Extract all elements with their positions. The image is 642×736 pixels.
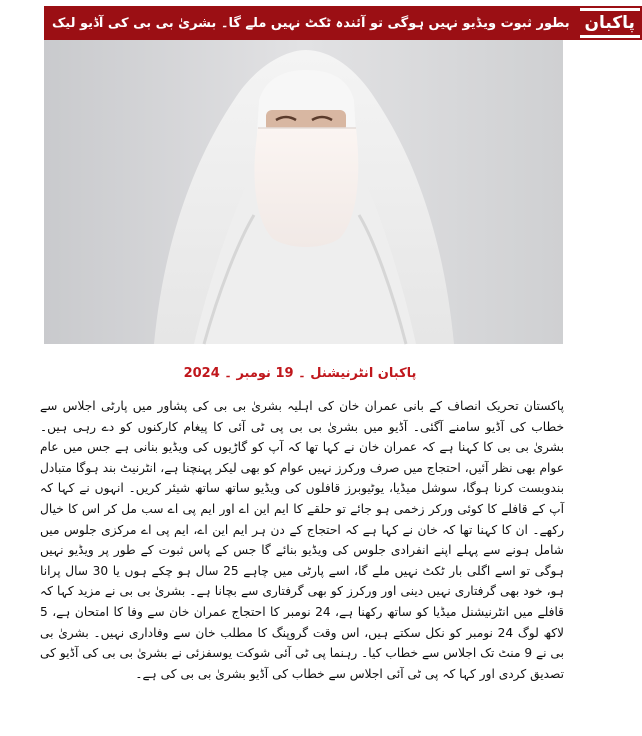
brand-logo [578, 6, 642, 40]
brand-name: پاکبان [578, 11, 641, 35]
veiled-woman-image [44, 40, 563, 344]
article-photo [44, 40, 563, 344]
headline-banner [44, 6, 635, 40]
headline-text: بطور ثبوت ویڈیو نہیں ہوگی تو آئندہ ٹکٹ نہیں ملے گا۔ بشریٰ بی بی کی آڈیو لیک [44, 6, 578, 40]
article-byline: پاکبان انٹرنیشنل ۔ 19 نومبر ۔ 2024 [183, 366, 417, 381]
article-body: پاکستان تحریک انصاف کے بانی عمران خان کی اہلیہ بشریٰ بی بی کی پشاور میں پارٹی اجلاس سے خطاب کی آڈیو سامنے آگئی۔ آڈیو میں بشریٰ بی بی پی ٹی آئی کا پیغام کارکنوں کو دے رہی ہیں۔ بشریٰ بی بی کا کہنا ہے کہ عمران خان نے کہا تھا کہ آپ کو گاڑیوں کی ویڈیو بنانی ہے جس میں عام عوام بھی نظر آئیں، احتجاج میں صرف ورکرز نہیں عوام کو بھی لیکر پہنچنا ہے، انٹرنیٹ بند ہوگا متبادل بندوبست کرنا ہوگا، سوشل میڈیا، یوٹیوبرز قافلوں کی ویڈیو ساتھ ساتھ شیئر کریں۔ انہوں نے کہا کہ آپ کے قافلے کا کوئی ورکر زخمی ہو جائے تو حلقے کا ایم این اے اور ایم پی اے سب مل کر اس کا خیال رکھے۔ ان کا کہنا تھا کہ خان نے کہا ہے کہ احتجاج کے دن ہر ایم این اے، ایم پی اے مرکزی جلوس میں شامل ہونے سے پہلے اپنے انفرادی جلوس کی ویڈیو بنائے گا جس کے پاس ثبوت کے طور پر ویڈیو نہیں ہوگی تو اسے اگلی بار ٹکٹ نہیں ملے گا، اسے پارٹی میں چاہے 25 سال ہو چکے ہوں یا 30 سال پرانا ہو، خود بھی گرفتاری نہیں دینی اور ورکرز کو بھی گرفتاری سے بچانا ہے۔ بشریٰ بی بی نے مزید کہا کہ قافلے میں انٹرنیشنل میڈیا کو ساتھ رکھنا ہے، 24 نومبر کا احتجاج عمران خان سے وفا کا امتحان ہے، 5 لاکھ لوگ 24 نومبر کو نکل سکتے ہیں، اس وقت گروپنگ کا مطلب خان سے وفاداری نہیں۔ بشریٰ بی بی نے 9 منٹ تک اجلاس سے خطاب کیا۔ رہنما پی ٹی آئی شوکت یوسفزئی نے بشریٰ بی بی کی آڈیو کی تصدیق کردی اور کہا کہ پی ٹی آئی اجلاس سے خطاب کی آڈیو بشریٰ بی بی کی ہے۔ [40, 399, 564, 681]
